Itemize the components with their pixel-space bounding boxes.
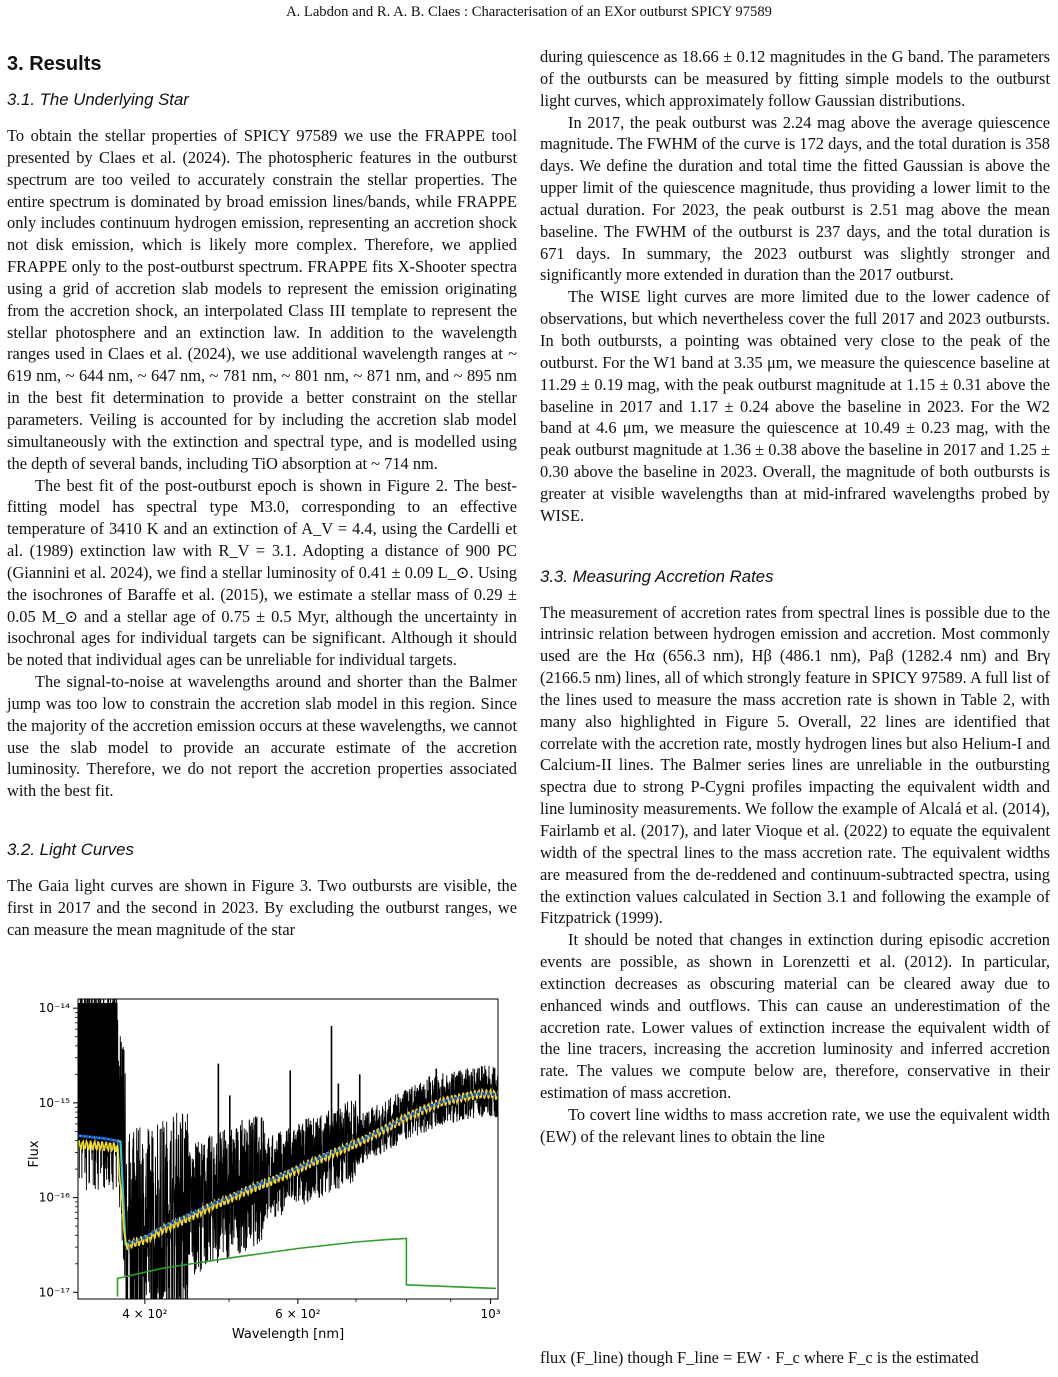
x-tick-label: 4 × 10² — [122, 1307, 168, 1321]
fit-point — [237, 1191, 241, 1195]
paragraph: The WISE light curves are more limited due to the lower cadence of observations, but which nevertheless cover the full 2017 and 2023 outbursts. In both outbursts, a pointing was obtained very close to the peak of the outburst. For the W1 band at 3.35 μm, we measure the quiescence baseline at 11.29 ± 0.19 mag, with the peak outburst magnitude at 1.15 ± 0.31 above the baseline in 2017 and 1.17 ± 0.24 above the baseline in 2023. For the W2 band at 4.6 μm, we measure the quiescence at 10.49 ± 0.23 mag, with the peak outburst magnitude at 1.36 ± 0.38 above the baseline in 2017 and 1.25 ± 0.30 above the baseline in 2023. Overall, the magnitude of both outbursts is greater at visible wavelengths than at mid-infrared wavelengths probed by WISE. — [540, 287, 1050, 525]
fit-point — [279, 1174, 283, 1178]
fit-point — [392, 1122, 396, 1126]
fit-point — [213, 1201, 217, 1205]
fit-point — [109, 1138, 113, 1142]
fit-point — [322, 1154, 326, 1158]
fit-point — [100, 1136, 104, 1140]
fit-point — [152, 1231, 156, 1235]
x-tick-label: 6 × 10² — [275, 1307, 321, 1321]
fit-point — [383, 1127, 387, 1131]
fit-point — [440, 1100, 444, 1104]
figure-sed-fit — [0, 984, 520, 1364]
fit-point — [435, 1102, 439, 1106]
fit-point — [142, 1236, 146, 1240]
fit-point — [161, 1225, 165, 1229]
fit-point — [86, 1135, 90, 1139]
fit-point — [374, 1131, 378, 1135]
fit-point — [232, 1193, 236, 1197]
subsection-title-accretion-rates: 3.3. Measuring Accretion Rates — [540, 566, 774, 586]
fit-point — [444, 1099, 448, 1103]
fit-point — [421, 1108, 425, 1112]
fit-point — [458, 1096, 462, 1100]
fit-point — [189, 1212, 193, 1216]
left-column — [7, 46, 517, 941]
fit-point — [274, 1176, 278, 1180]
x-axis-label: Wavelength [nm] — [231, 1327, 345, 1342]
fit-point — [284, 1172, 288, 1176]
fit-point — [378, 1129, 382, 1133]
fit-point — [345, 1145, 349, 1149]
fit-point — [241, 1189, 245, 1193]
fit-point — [355, 1141, 359, 1145]
subsection-title-light-curves: 3.2. Light Curves — [7, 840, 134, 860]
fit-point — [326, 1152, 330, 1156]
y-tick-label: 10⁻¹⁵ — [38, 1095, 70, 1110]
fit-point — [350, 1143, 354, 1147]
paragraph: In 2017, the peak outburst was 2.24 mag above the average quiescence magnitude. The FWHM of the curve is 172 days, and the total duration is 358 days. We define the duration and total time the fitted Gaussian is above the upper limit of the quiescence magnitude, thus providing a lower limit to the actual duration. For 2023, the peak outburst is 2.51 mag above the mean baseline. The FWHM of the outburst is 237 days, and the total duration is 671 days. In summary, the 2023 outburst was slightly stronger and significantly more extended in duration than the 2017 outburst. — [540, 112, 1050, 285]
fit-point — [260, 1181, 264, 1185]
fit-point — [251, 1185, 255, 1189]
fit-point — [463, 1095, 467, 1099]
fit-point — [397, 1119, 401, 1123]
fit-point — [171, 1221, 175, 1225]
fit-point — [298, 1165, 302, 1169]
fit-point — [407, 1114, 411, 1118]
y-tick-label: 10⁻¹⁴ — [38, 1001, 70, 1016]
paragraph: The measurement of accretion rates from spectral lines is possible due to the intrinsic relation between hydrogen emission and accretion. Most commonly used are the Hα (656.3 nm), Hβ (486.1 nm), Paβ (1282.4 nm) and Brγ (2166.5 nm) lines, all of which strongly feature in SPICY 97589. A full list of the lines used to measure the mass accretion rate is shown in Table 2, with many also highlighted in Figure 5. Overall, 22 lines are identified that correlate with the accretion rate, mostly hydrogen lines but also Helium-I and Calcium-II lines. The Balmer series lines are unreliable in the outbursting spectra due to strong P-Cygni profiles impacting the equivalent width and line luminosity measurements. We follow the example of Alcalá et al. (2014), Fairlamb et al. (2017), and later Vioque et al. (2022) to equate the equivalent width of the spectral lines to the mass accretion rate. The equivalent widths are measured from the de-reddened and continuum-subtracted spectra, using the extinction values calculated in Section 3.1 and following the example of Fitzpatrick (1999). — [540, 602, 1050, 928]
fit-point — [133, 1239, 137, 1243]
fit-point — [411, 1112, 415, 1116]
fit-point — [227, 1196, 231, 1200]
fit-point — [138, 1238, 142, 1242]
observed-noise-block — [78, 1003, 118, 1145]
fit-point — [175, 1219, 179, 1223]
fit-point — [185, 1214, 189, 1218]
fit-point — [128, 1241, 132, 1245]
y-tick-label: 10⁻¹⁷ — [38, 1285, 70, 1300]
fit-point — [180, 1216, 184, 1220]
fit-point — [482, 1092, 486, 1096]
paragraph: The signal-to-noise at wavelengths around and shorter than the Balmer jump was too low to constrain the accretion slab model in this region. Since the majority of the accretion emission occurs at these wavelengths, we cannot use the slab model to provide an accurate estimate of the accretion luminosity. Therefore, we do not report the accretion properties associated with the best fit. — [7, 672, 517, 801]
fit-point — [81, 1134, 85, 1138]
fit-point — [265, 1180, 269, 1184]
fit-point — [194, 1210, 198, 1214]
y-axis-label: Flux — [27, 1140, 42, 1168]
running-head: A. Labdon and R. A. B. Claes : Characterisation of an EXor outburst SPICY 97589 — [286, 4, 772, 20]
fit-point — [416, 1110, 420, 1114]
fit-point — [369, 1134, 373, 1138]
fit-point — [312, 1159, 316, 1163]
fit-point — [90, 1135, 94, 1139]
fit-point — [454, 1097, 458, 1101]
fit-point — [388, 1124, 392, 1128]
y-tick-label: 10⁻¹⁶ — [38, 1190, 70, 1205]
fit-point — [147, 1233, 151, 1237]
paragraph: It should be noted that changes in extinction during episodic accretion events are possible, as shown in Lorenzetti et al. (2012). In particular, extinction decreases as obscuring material can be cleared away due to enhanced winds and outflows. This can cause an underestimation of the accretion rate. Lower values of extinction increase the equivalent width of the line tracers, increasing the accretion luminosity and inferred accretion rate. The values we compute below are, therefore, conservative in their estimation of mass accretion. — [540, 930, 1050, 1103]
section-title: 3. Results — [7, 53, 102, 75]
fit-point — [364, 1136, 368, 1140]
fit-point — [218, 1199, 222, 1203]
fit-point — [336, 1148, 340, 1152]
fit-point — [491, 1093, 495, 1097]
fit-point — [199, 1208, 203, 1212]
paragraph: The best fit of the post-outburst epoch is shown in Figure 2. The best-fitting model has spectral type M3.0, corresponding to an effective temperature of 3410 K and an extinction of A_V = 4.4, using the Cardelli et al. (1989) extinction law with R_V = 3.1. Adopting a distance of 900 PC (Giannini et al. 2024), we find a stellar luminosity of 0.41 ± 0.09 L_⊙. Using the isochrones of Baraffe et al. (2015), we estimate a stellar mass of 0.29 ± 0.05 M_⊙ and a stellar age of 0.75 ± 0.5 Myr, although the uncertainty in isochronal ages for individual targets can be significant. Although it should be noted that individual ages can be unreliable for individual targets. — [7, 475, 517, 670]
subsection-title-underlying-star: 3.1. The Underlying Star — [7, 90, 189, 109]
fit-point — [331, 1150, 335, 1154]
fit-point — [208, 1203, 212, 1207]
fit-point — [468, 1094, 472, 1098]
spectrum-plot — [0, 984, 520, 1364]
fit-point — [317, 1157, 321, 1161]
truncated-line: flux (F_line) though F_line = EW · F_c where F_c is the estimated — [540, 1348, 979, 1367]
paragraph: To obtain the stellar properties of SPICY 97589 we use the FRAPPE tool presented by Claes et al. (2024). The photospheric features in the outburst spectrum are too veiled to accurately constrain the stellar properties. The entire spectrum is dominated by broad emission lines/bands, while FRAPPE only includes continuum hydrogen emission, representing an accretion shock not disk emission, which is likely more complex. Therefore, we applied FRAPPE only to the post-outburst spectrum. FRAPPE fits X-Shooter spectra using a grid of accretion slab models to represent the emission originating from the accretion shock, an interpolated Class III template to represent the stellar photosphere and an extinction law. In addition to the wavelength ranges used in Claes et al. (2024), we use additional wavelength ranges at ~ 619 nm, ~ 644 nm, ~ 647 nm, ~ 781 nm, ~ 801 nm, ~ 871 nm, and ~ 895 nm in the best fit determination to provide a better constraint on the stellar parameters. Veiling is accounted for by including the accretion slab model simultaneously with the extinction and spectral type, and is modelled using the depth of several bands, including TiO absorption at ~ 714 nm. — [7, 126, 517, 473]
right-column — [540, 46, 1050, 1148]
fit-point — [430, 1104, 434, 1108]
fit-point — [289, 1170, 293, 1174]
fit-point — [303, 1163, 307, 1167]
fit-point — [95, 1136, 99, 1140]
paragraph: The Gaia light curves are shown in Figure 3. Two outbursts are visible, the first in 2017 and the second in 2023. By excluding the outburst ranges, we can measure the mean magnitude of the star — [7, 876, 517, 939]
paragraph: To covert line widths to mass accretion rate, we use the equivalent width (EW) of the relevant lines to obtain the line — [540, 1104, 1050, 1146]
fit-point — [270, 1178, 274, 1182]
fit-point — [156, 1228, 160, 1232]
fit-point — [114, 1139, 118, 1143]
fit-point — [204, 1205, 208, 1209]
paragraph: during quiescence as 18.66 ± 0.12 magnitudes in the G band. The parameters of the outbursts can be measured by fitting simple models to the outburst light curves, which approximately follow Gaussian distributions. — [540, 47, 1050, 110]
fit-point — [473, 1093, 477, 1097]
fit-point — [340, 1147, 344, 1151]
fit-point — [449, 1098, 453, 1102]
fit-point — [477, 1092, 481, 1096]
fit-point — [246, 1187, 250, 1191]
fit-point — [307, 1161, 311, 1165]
fit-point — [222, 1198, 226, 1202]
fit-point — [256, 1183, 260, 1187]
fit-point — [105, 1137, 109, 1141]
x-tick-label: 10³ — [480, 1307, 501, 1321]
fit-point — [359, 1138, 363, 1142]
fit-point — [402, 1117, 406, 1121]
fit-point — [425, 1106, 429, 1110]
observed-spectrum-line — [78, 999, 498, 1304]
fit-point — [166, 1223, 170, 1227]
fit-point — [487, 1092, 491, 1096]
fit-point — [293, 1168, 297, 1172]
